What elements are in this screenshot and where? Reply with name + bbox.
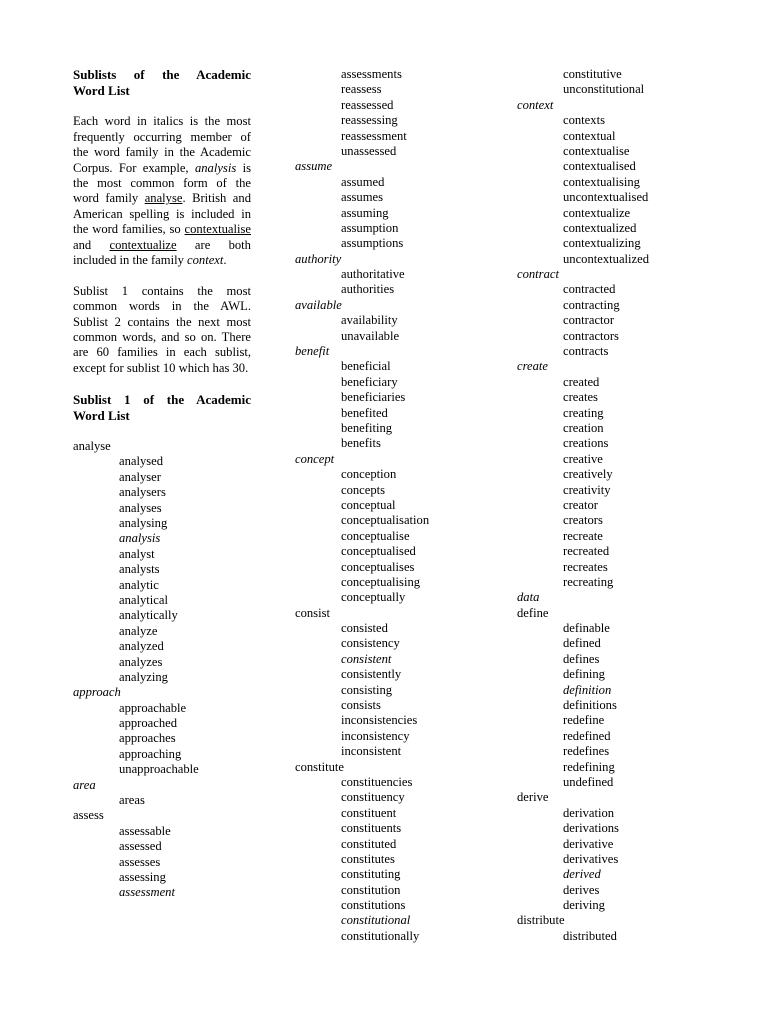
word-family-member: approached — [119, 716, 178, 731]
word-family-member: recreating — [563, 574, 614, 589]
word-family-member: assessment — [119, 885, 175, 900]
word-family-member: conceptualises — [341, 559, 415, 574]
word-family-headword: define — [517, 605, 549, 620]
word-family-member: reassessed — [341, 97, 394, 112]
intro-paragraph-1 — [73, 114, 251, 268]
word-family-member: analyzing — [119, 669, 168, 684]
word-family-member: unapproachable — [119, 762, 199, 777]
sublist-title — [73, 392, 251, 424]
word-family-member: analyzes — [119, 654, 163, 669]
word-family-member: consisted — [341, 621, 388, 636]
word-family-member: constituencies — [341, 774, 413, 789]
word-family-member: definition — [563, 682, 612, 697]
word-family-member: unassessed — [341, 143, 397, 158]
word-family-member: inconsistency — [341, 728, 410, 743]
column-3 — [517, 67, 737, 944]
word-family-member: conceptualising — [341, 574, 421, 589]
word-family-member: assesses — [119, 854, 161, 869]
word-family-member: approaching — [119, 746, 182, 761]
word-family-member: assuming — [341, 205, 389, 220]
word-family-member: consistent — [341, 651, 392, 666]
word-family-headword: available — [295, 297, 342, 312]
word-family-headword: context — [517, 97, 554, 112]
word-family-member: deriving — [563, 898, 605, 913]
word-family-member: analyses — [119, 500, 162, 515]
word-family-member: analyze — [119, 623, 158, 638]
word-family-headword: contract — [517, 267, 559, 282]
word-list-column-2 — [295, 67, 495, 944]
word-family-member: recreated — [563, 544, 610, 559]
word-family-member: conceptual — [341, 497, 396, 512]
word-family-member: approachable — [119, 700, 187, 715]
word-family-member: constitutional — [341, 913, 411, 928]
word-family-headword: constitute — [295, 759, 344, 774]
word-family-member: inconsistent — [341, 744, 402, 759]
word-family-headword: analyse — [73, 439, 111, 454]
word-family-member: creating — [563, 405, 604, 420]
word-family-member: contextual — [563, 128, 616, 143]
word-family-member: undefined — [563, 774, 614, 789]
example-word-analyse: analyse — [144, 191, 183, 206]
word-family-member: uncontextualized — [563, 251, 650, 266]
word-family-member: contractors — [563, 328, 619, 343]
word-family-member: authorities — [341, 282, 395, 297]
column-1 — [73, 67, 251, 901]
word-family-headword: assess — [73, 808, 104, 823]
word-family-member: creator — [563, 497, 598, 512]
word-family-member: unconstitutional — [563, 82, 645, 97]
word-family-member: derivation — [563, 805, 615, 820]
word-family-headword: benefit — [295, 344, 330, 359]
example-word-contextualize: contextualize — [109, 237, 177, 252]
word-family-member: analysis — [119, 531, 161, 546]
word-family-member: constitution — [341, 882, 401, 897]
word-family-member: benefited — [341, 405, 388, 420]
word-family-member: contextualising — [563, 174, 640, 189]
word-family-headword: create — [517, 359, 548, 374]
word-family-headword: area — [73, 777, 96, 792]
intro-text: Each word in italics is the most frequently occurring member of the word family in the Academic Corpus. For example, — [73, 114, 251, 175]
word-family-member: inconsistencies — [341, 713, 418, 728]
word-family-member: created — [563, 374, 600, 389]
example-word-context: context — [187, 253, 224, 268]
word-family-member: analytic — [119, 577, 159, 592]
word-family-member: assessments — [341, 67, 402, 81]
intro-text: are both included in the family — [73, 237, 251, 268]
word-family-member: distributed — [563, 928, 617, 943]
word-family-member: unavailable — [341, 328, 400, 343]
word-family-member: constitutions — [341, 898, 406, 913]
word-family-member: analytical — [119, 592, 168, 607]
word-family-member: analyst — [119, 546, 155, 561]
word-family-member: creations — [563, 436, 609, 451]
sublist-title-line-2: Word List — [73, 407, 130, 423]
word-family-member: contracted — [563, 282, 616, 297]
word-list-column-3 — [517, 67, 737, 944]
word-family-member: contextualised — [563, 159, 636, 174]
word-family-member: contextualized — [563, 220, 637, 235]
word-family-member: constituent — [341, 805, 397, 820]
word-family-member: redefine — [563, 713, 605, 728]
word-family-member: contextualize — [563, 205, 631, 220]
word-family-member: redefined — [563, 728, 611, 743]
word-family-member: assumption — [341, 220, 399, 235]
word-family-member: redefines — [563, 744, 610, 759]
word-family-member: reassess — [341, 82, 382, 97]
word-family-headword: consist — [295, 605, 330, 620]
example-word-contextualise: contextualise — [184, 222, 251, 237]
word-family-headword: concept — [295, 451, 335, 466]
word-family-member: availability — [341, 313, 398, 328]
document-title-line-2: Word List — [73, 83, 130, 98]
word-family-member: creators — [563, 513, 603, 528]
word-family-member: contextualise — [563, 143, 630, 158]
document-title-line-1: Sublists of the Academic — [73, 67, 251, 82]
word-family-member: reassessment — [341, 128, 407, 143]
word-family-member: assessed — [119, 839, 162, 854]
word-family-member: analyzed — [119, 639, 164, 654]
word-family-member: uncontextualised — [563, 190, 649, 205]
word-family-member: analysts — [119, 562, 160, 577]
word-family-member: benefiting — [341, 420, 393, 435]
word-family-member: contracting — [563, 297, 620, 312]
word-family-member: assumes — [341, 190, 383, 205]
word-family-member: constituting — [341, 867, 401, 882]
word-list-column-1 — [73, 439, 251, 901]
word-family-member: conceptualise — [341, 528, 410, 543]
word-family-headword: approach — [73, 685, 121, 700]
word-family-member: analysed — [119, 454, 164, 469]
word-family-headword: authority — [295, 251, 342, 266]
word-family-member: contracts — [563, 344, 609, 359]
word-family-member: beneficiaries — [341, 390, 406, 405]
word-family-headword: distribute — [517, 913, 565, 928]
word-family-member: constituents — [341, 821, 402, 836]
word-family-member: analysing — [119, 516, 168, 531]
intro-text: and — [73, 237, 92, 252]
word-family-member: authoritative — [341, 267, 405, 282]
example-word-analysis: analysis — [194, 160, 237, 175]
word-family-member: derivative — [563, 836, 614, 851]
word-family-member: consisting — [341, 682, 393, 697]
word-family-member: contexts — [563, 113, 605, 128]
word-family-member: conceptually — [341, 590, 406, 605]
word-family-member: derives — [563, 882, 600, 897]
word-family-member: assessing — [119, 870, 166, 884]
word-family-member: benefits — [341, 436, 381, 451]
word-family-member: definitions — [563, 698, 617, 713]
word-family-member: assumed — [341, 174, 385, 189]
word-family-member: approaches — [119, 731, 176, 746]
word-family-member: assessable — [119, 823, 171, 838]
word-family-member: recreate — [563, 528, 603, 543]
word-family-member: assumptions — [341, 236, 404, 251]
word-family-member: constitutionally — [341, 928, 420, 943]
word-family-member: constituted — [341, 836, 397, 851]
intro-paragraph-2: Sublist 1 contains the most common words in the AWL. Sublist 2 contains the next most common words, and so on. There are 60 families in each sublist, except for sublist 10 which has 30. — [73, 283, 251, 375]
word-family-member: creative — [563, 451, 603, 466]
word-family-member: constitutes — [341, 851, 395, 866]
word-family-member: creatively — [563, 467, 613, 482]
word-family-member: creates — [563, 390, 598, 405]
word-family-member: constituency — [341, 790, 405, 805]
word-family-member: creation — [563, 420, 604, 435]
word-family-member: analytically — [119, 608, 178, 623]
word-family-headword: data — [517, 590, 540, 605]
word-family-member: beneficiary — [341, 374, 398, 389]
word-family-member: concepts — [341, 482, 386, 497]
word-family-member: derivations — [563, 821, 619, 836]
document-title — [73, 67, 251, 99]
word-family-member: defines — [563, 651, 600, 666]
word-family-member: consists — [341, 698, 381, 713]
word-family-member: constitutive — [563, 67, 622, 81]
intro-text: . — [223, 253, 227, 268]
sublist-title-line-1: Sublist 1 of the Academic — [73, 391, 251, 407]
word-family-member: analysers — [119, 485, 166, 500]
word-family-member: defining — [563, 667, 605, 682]
word-family-member: areas — [119, 793, 145, 808]
word-family-member: consistently — [341, 667, 402, 682]
word-family-member: consistency — [341, 636, 400, 651]
word-family-member: derivatives — [563, 851, 619, 866]
word-family-member: conceptualised — [341, 544, 416, 559]
word-family-member: conceptualisation — [341, 513, 430, 528]
word-family-member: contractor — [563, 313, 615, 328]
column-2 — [295, 67, 495, 944]
word-family-member: recreates — [563, 559, 608, 574]
word-family-member: beneficial — [341, 359, 391, 374]
word-family-member: redefining — [563, 759, 615, 774]
intro-text: . British and American spelling is included in the word families, so — [73, 191, 251, 237]
word-family-member: derived — [563, 867, 601, 882]
word-family-member: creativity — [563, 482, 611, 497]
word-family-member: reassessing — [341, 113, 398, 128]
word-family-member: conception — [341, 467, 397, 482]
word-family-member: contextualizing — [563, 236, 641, 251]
word-family-headword: assume — [295, 159, 333, 174]
word-family-member: analyser — [119, 469, 161, 484]
intro-text: is the most common form of the word family — [73, 160, 251, 206]
word-family-member: defined — [563, 636, 601, 651]
word-family-member: definable — [563, 621, 610, 636]
word-family-headword: derive — [517, 790, 549, 805]
